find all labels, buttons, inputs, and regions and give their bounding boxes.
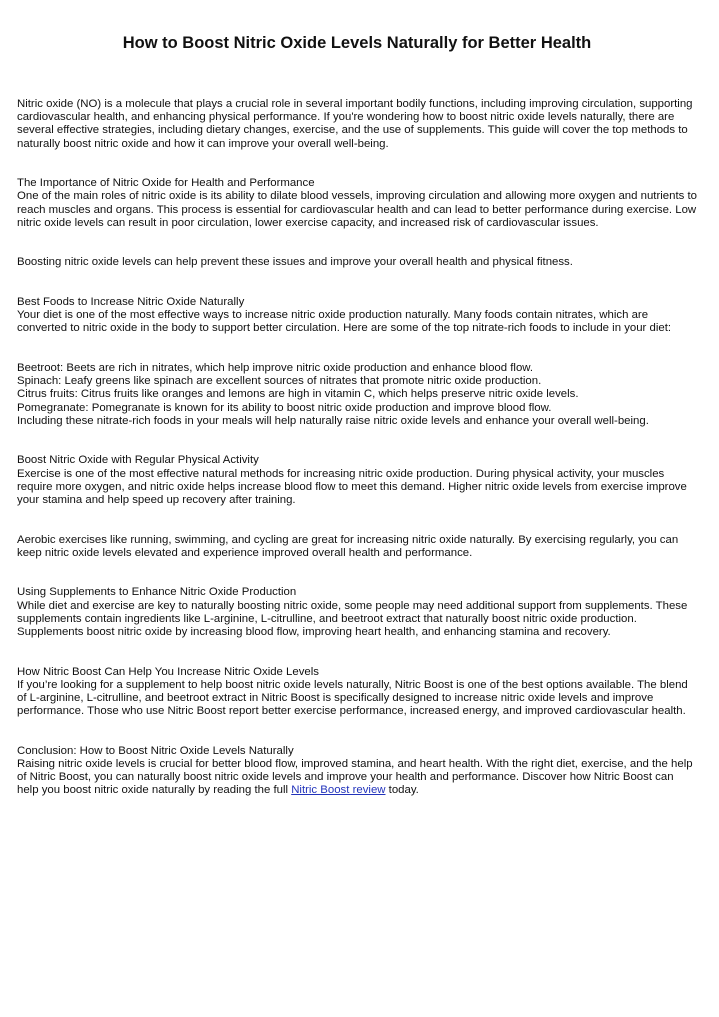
food-list: [17, 362, 697, 428]
conclusion-heading: Conclusion: How to Boost Nitric Oxide Levels Naturally: [17, 744, 294, 757]
boosting-paragraph: Boosting nitric oxide levels can help prevent these issues and improve your overall health and physical fitness.: [17, 256, 573, 269]
document-body: [17, 98, 697, 798]
aerobic-paragraph: Aerobic exercises like running, swimming, and cycling are great for increasing nitric oxide naturally. By exercising regularly, you can keep nitric oxide levels elevated and experience improved overall health and performance.: [17, 533, 679, 559]
foods-text: Your diet is one of the most effective ways to increase nitric oxide production naturally. Many foods contain nitrates, which are converted to nitric oxide in the body to support better circulation. Here are some of the top nitrate-rich foods to include in your diet:: [17, 309, 672, 335]
food-item-pomegranate: Pomegranate: Pomegranate is known for its ability to boost nitric oxide production and improve blood flow.: [17, 401, 552, 414]
food-item-spinach: Spinach: Leafy greens like spinach are excellent sources of nitrates that promote nitric oxide production.: [17, 375, 542, 388]
supplements-text: While diet and exercise are key to naturally boosting nitric oxide, some people may need additional support from supplements. These supplements contain ingredients like L-arginine, L-citrulline, and beetroot extract that naturally boost nitric oxide production. Supplements boost nitric oxide by increasing blood flow, improving heart health, and enhancing stamina and recovery.: [17, 599, 688, 639]
conclusion-section: [17, 745, 697, 798]
exercise-heading: Boost Nitric Oxide with Regular Physical Activity: [17, 454, 259, 467]
foods-heading: Best Foods to Increase Nitric Oxide Naturally: [17, 296, 245, 308]
importance-heading: The Importance of Nitric Oxide for Health and Performance: [17, 177, 315, 190]
foods-section: [17, 296, 697, 336]
exercise-text: Exercise is one of the most effective natural methods for increasing nitric oxide production. During physical activity, your muscles require more oxygen, and nitric oxide helps increase blood flow to meet this demand. Higher nitric oxide levels from exercise improve your stamina and help speed up recovery after training.: [17, 467, 687, 507]
food-item-beetroot: Beetroot: Beets are rich in nitrates, which help improve nitric oxide production and enhance blood flow.: [17, 362, 534, 374]
importance-section: [17, 177, 697, 230]
nitric-boost-heading: How Nitric Boost Can Help You Increase Nitric Oxide Levels: [17, 665, 319, 678]
supplements-section: [17, 586, 697, 639]
exercise-section: [17, 454, 697, 507]
importance-text: One of the main roles of nitric oxide is its ability to dilate blood vessels, improving circulation and allowing more oxygen and nutrients to reach muscles and organs. This process is essential for cardiovascular health and can lead to better performance during exercise. Low nitric oxide levels can result in poor circulation, lower exercise capacity, and increased risk of cardiovascular issues.: [17, 190, 697, 229]
supplements-heading: Using Supplements to Enhance Nitric Oxide Production: [17, 586, 297, 599]
nitric-boost-text: If you’re looking for a supplement to help boost nitric oxide levels naturally, Nitric Boost is one of the best options available. The blend of L-arginine, L-citrulline, and beetroot extract in Nitric Boost is specifically designed to increase nitric oxide levels and improve performance. Those who use Nitric Boost report better exercise performance, increased energy, and improved cardiovascular health.: [17, 678, 688, 718]
food-item-citrus: Citrus fruits: Citrus fruits like oranges and lemons are high in vitamin C, which helps preserve nitric oxide levels.: [17, 388, 579, 401]
page-title: How to Boost Nitric Oxide Levels Naturally for Better Health: [122, 34, 592, 52]
nitric-boost-section: [17, 666, 697, 719]
intro-paragraph: Nitric oxide (NO) is a molecule that plays a crucial role in several important bodily functions, including improving circulation, supporting cardiovascular health, and enhancing physical performance. If you're wondering how to boost nitric oxide levels naturally, there are several effective strategies, including dietary changes, exercise, and the use of supplements. This guide will cover the top methods to naturally boost nitric oxide and how it can improve your overall well-being.: [17, 98, 693, 150]
conclusion-trailing: today.: [385, 784, 419, 797]
nitric-boost-review-link[interactable]: Nitric Boost review: [291, 784, 386, 797]
food-list-summary: Including these nitrate-rich foods in your meals will help naturally raise nitric oxide levels and enhance your overall well-being.: [17, 414, 649, 427]
conclusion-text: Raising nitric oxide levels is crucial for better blood flow, improved stamina, and heart health. With the right diet, exercise, and the help of Nitric Boost, you can naturally boost nitric oxide levels and improve your health and performance. Discover how Nitric Boost can help you boost nitric oxide naturally by reading the full: [17, 758, 693, 797]
